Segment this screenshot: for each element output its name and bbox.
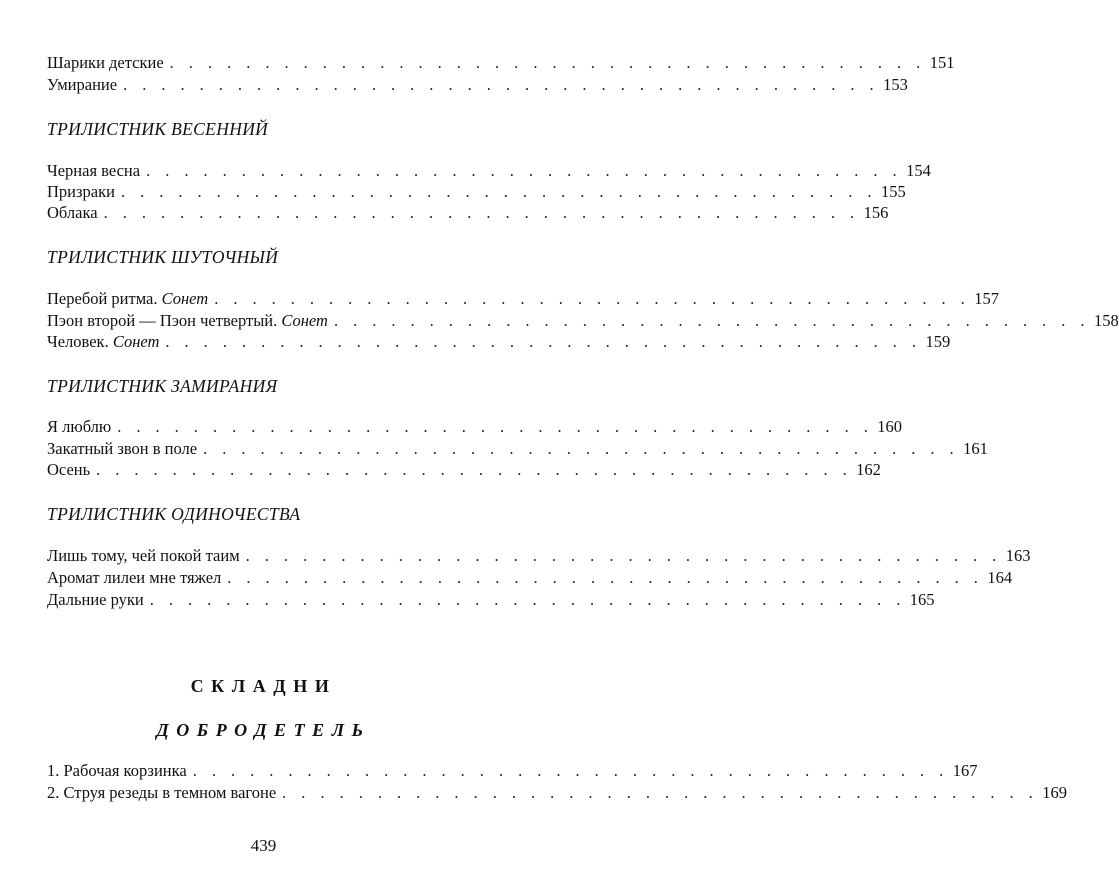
leader-dots: . . . . . . . . . . . . . . . . . . . . . . . . . . . . . . . . . . . . . . . .: [227, 568, 984, 587]
entry-title: Призраки: [47, 182, 115, 201]
entry-page: 157: [974, 289, 999, 308]
leader-dots: . . . . . . . . . . . . . . . . . . . . . . . . . . . . . . . . . . . . . . . .: [214, 289, 971, 308]
leader-dots: . . . . . . . . . . . . . . . . . . . . . . . . . . . . . . . . . . . . . . . .: [169, 53, 926, 72]
leader-dots: . . . . . . . . . . . . . . . . . . . . . . . . . . . . . . . . . . . . . . . .: [165, 332, 922, 351]
entry-title: Дальние руки: [47, 590, 144, 609]
page-number: 439: [250, 836, 277, 855]
toc-entry: [47, 52, 955, 74]
entry-title: Лишь тому, чей покой таим: [47, 546, 240, 565]
entry-page: 160: [877, 417, 903, 436]
entry-page: 151: [929, 53, 955, 72]
entry-page: 154: [906, 161, 931, 180]
toc-entry: [47, 545, 1031, 567]
leader-dots: . . . . . . . . . . . . . . . . . . . . . . . . . . . . . . . . . . . . . . . .: [117, 417, 874, 436]
toc-entry: [47, 760, 978, 782]
leader-dots: . . . . . . . . . . . . . . . . . . . . . . . . . . . . . . . . . . . . . . . .: [103, 203, 860, 222]
entry-title: Перебой ритма.: [47, 289, 162, 308]
entry-page: 156: [863, 203, 889, 222]
entry-title: Пэон второй — Пэон четвертый.: [47, 311, 282, 330]
entry-page: 162: [856, 460, 881, 479]
entry-page: 161: [963, 439, 988, 458]
section-heading: ТРИЛИСТНИК ШУТОЧНЫЙ: [47, 247, 279, 267]
leader-dots: . . . . . . . . . . . . . . . . . . . . . . . . . . . . . . . . . . . . . . . .: [96, 460, 853, 479]
entry-page: 153: [883, 75, 908, 94]
toc-entry: [47, 74, 908, 96]
entry-title: Я люблю: [47, 417, 112, 436]
leader-dots: . . . . . . . . . . . . . . . . . . . . . . . . . . . . . . . . . . . . . . . .: [120, 182, 877, 201]
entry-title: 1. Рабочая корзинка: [47, 761, 187, 780]
toc-entry: [47, 416, 903, 438]
leader-dots: . . . . . . . . . . . . . . . . . . . . . . . . . . . . . . . . . . . . . . . .: [192, 761, 949, 780]
section-heading: ТРИЛИСТНИК ВЕСЕННИЙ: [47, 119, 269, 139]
entry-title: Осень: [47, 460, 91, 479]
entry-page: 167: [952, 761, 978, 780]
leader-dots: . . . . . . . . . . . . . . . . . . . . . . . . . . . . . . . . . . . . . . . .: [123, 75, 880, 94]
toc-entry: [47, 589, 935, 611]
entry-page: 159: [925, 332, 951, 351]
toc-entry: [47, 567, 1013, 589]
entry-page: 164: [987, 568, 1013, 587]
toc-entry: [47, 181, 906, 203]
entry-title: Умирание: [47, 75, 118, 94]
leader-dots: . . . . . . . . . . . . . . . . . . . . . . . . . . . . . . . . . . . . . . . .: [146, 161, 903, 180]
entry-page: 155: [880, 182, 906, 201]
entry-title-italic: Сонет: [281, 311, 328, 330]
entry-title-italic: Сонет: [112, 332, 160, 351]
toc-entry: [47, 331, 951, 353]
toc-entry: [47, 438, 988, 460]
leader-dots: . . . . . . . . . . . . . . . . . . . . . . . . . . . . . . . . . . . . . . . .: [203, 439, 960, 458]
leader-dots: . . . . . . . . . . . . . . . . . . . . . . . . . . . . . . . . . . . . . . . .: [333, 311, 1090, 330]
entry-title: Черная весна: [47, 161, 141, 180]
section-heading: ТРИЛИСТНИК ЗАМИРАНИЯ: [47, 376, 278, 396]
entry-title: Облака: [47, 203, 98, 222]
toc-entry: [47, 459, 881, 481]
entry-page: 163: [1005, 546, 1031, 565]
toc-entry: [47, 782, 1067, 804]
entry-page: 169: [1042, 783, 1067, 802]
toc-entry: [47, 310, 1119, 332]
subpart-heading: ДОБРОДЕТЕЛЬ: [156, 720, 371, 740]
entry-page: 165: [909, 590, 935, 609]
entry-title: 2. Струя резеды в темном вагоне: [47, 783, 277, 802]
toc-entry: [47, 288, 999, 310]
toc-entry: [47, 160, 931, 182]
toc-entry: [47, 202, 889, 224]
entry-page: 158: [1093, 311, 1119, 330]
part-heading: СКЛАДНИ: [190, 676, 337, 696]
entry-title: Шарики детские: [47, 53, 164, 72]
section-heading: ТРИЛИСТНИК ОДИНОЧЕСТВА: [47, 504, 301, 524]
entry-title: Аромат лилеи мне тяжел: [47, 568, 222, 587]
leader-dots: . . . . . . . . . . . . . . . . . . . . . . . . . . . . . . . . . . . . . . . .: [245, 546, 1002, 565]
entry-title-italic: Сонет: [161, 289, 209, 308]
entry-title: Человек.: [47, 332, 113, 351]
leader-dots: . . . . . . . . . . . . . . . . . . . . . . . . . . . . . . . . . . . . . . . .: [282, 783, 1039, 802]
leader-dots: . . . . . . . . . . . . . . . . . . . . . . . . . . . . . . . . . . . . . . . .: [149, 590, 906, 609]
entry-title: Закатный звон в поле: [47, 439, 198, 458]
